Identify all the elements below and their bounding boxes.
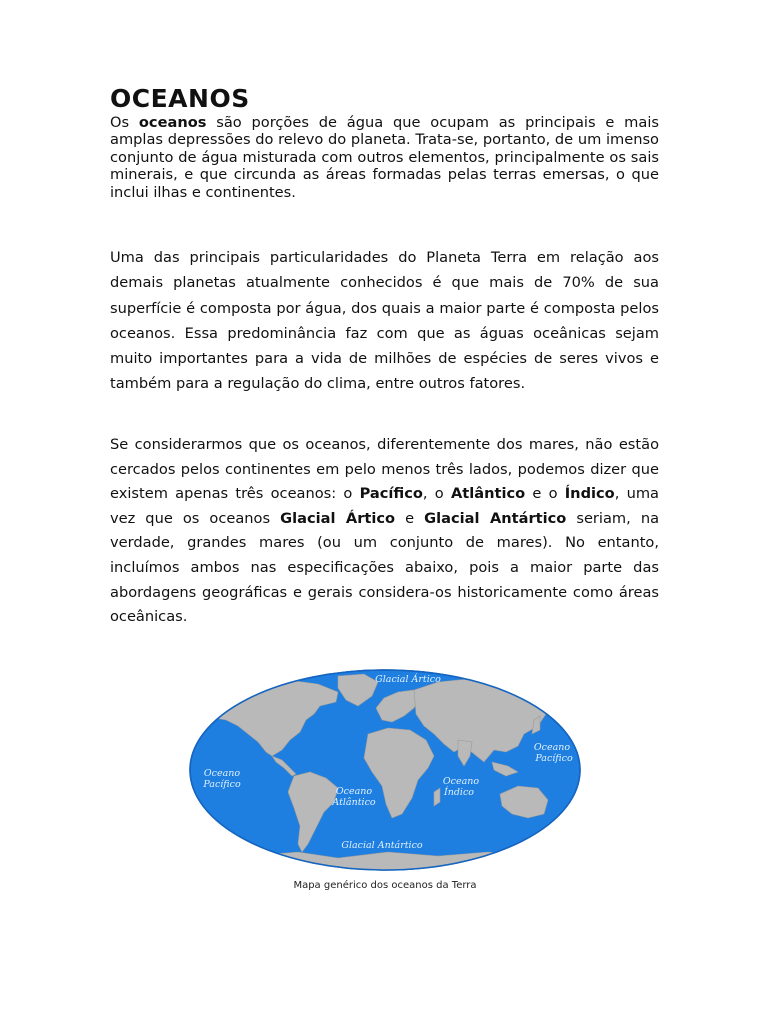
label-oceano-pacifico-left-1: Oceano: [203, 768, 241, 779]
antarctica: [188, 852, 582, 872]
oceans-text-3: e o: [525, 485, 565, 503]
term-glacial-antartico: Glacial Antártico: [424, 509, 567, 527]
map-caption: Mapa genérico dos oceanos da Terra: [293, 880, 477, 891]
label-oceano-pacifico-right-2: Pacífico: [535, 753, 573, 764]
term-indico: Índico: [564, 485, 615, 503]
oceans-text-1: Se considerarmos que os oceanos, diferentemente dos mares, não estão cercados pelos continentes em pelo menos três lados, podemos dizer que existem apenas três oceanos: o: [110, 436, 659, 503]
oceans-paragraph: [110, 433, 659, 630]
particularities-paragraph: Uma das principais particularidades do Planeta Terra em relação aos demais planetas atualmente conhecidos é que mais de 70% de sua superfície é composta por água, dos quais a maior parte é composta pelos oceanos. Essa predominância faz com que as águas oceânicas sejam muito importantes para a vida de milhões de espécies de seres vivos e também para a regulação do clima, entre outros fatores.: [110, 249, 659, 393]
intro-rest: são porções de água que ocupam as principais e mais amplas depressões do relevo do planeta. Trata-se, portanto, de um imenso conjunto de água misturada com outros elementos, principalmente os sais minerais, e que circunda as áreas formadas pelas terras emersas, o que inclui ilhas e continentes.: [110, 114, 659, 201]
oceans-text-4: , uma vez que os oceanos: [110, 485, 659, 527]
label-oceano-pacifico-right-1: Oceano: [533, 742, 571, 753]
oceans-text-2: , o: [422, 485, 451, 503]
intro-bold-term: oceanos: [138, 114, 207, 131]
label-glacial-antartico: Glacial Antártico: [341, 840, 423, 851]
label-oceano-pacifico-left-2: Pacífico: [203, 779, 241, 790]
oceans-text-5: e: [395, 509, 425, 527]
term-glacial-artico: Glacial Ártico: [280, 509, 396, 527]
label-oceano-atlantico-2: Atlântico: [332, 797, 376, 808]
label-glacial-artico: Glacial Ártico: [375, 674, 441, 685]
label-oceano-indico-2: Índico: [443, 787, 475, 798]
oceans-text-6: seriam, na verdade, grandes mares (ou um conjunto de mares). No entanto, incluímos ambos nas especificações abaixo, pois a maior parte das abordagens geográficas e gerais considera-os historicamente como áreas oceânicas.: [110, 509, 660, 626]
intro-paragraph: [110, 114, 659, 201]
term-pacifico: Pacífico: [359, 485, 423, 503]
intro-prefix: Os: [110, 114, 139, 131]
label-oceano-atlantico-1: Oceano: [335, 786, 373, 797]
document-title: OCEANOS: [110, 84, 250, 113]
world-ocean-map: [188, 668, 582, 872]
map-svg: [188, 668, 582, 872]
label-oceano-indico-1: Oceano: [442, 776, 480, 787]
term-atlantico: Atlântico: [450, 485, 526, 503]
